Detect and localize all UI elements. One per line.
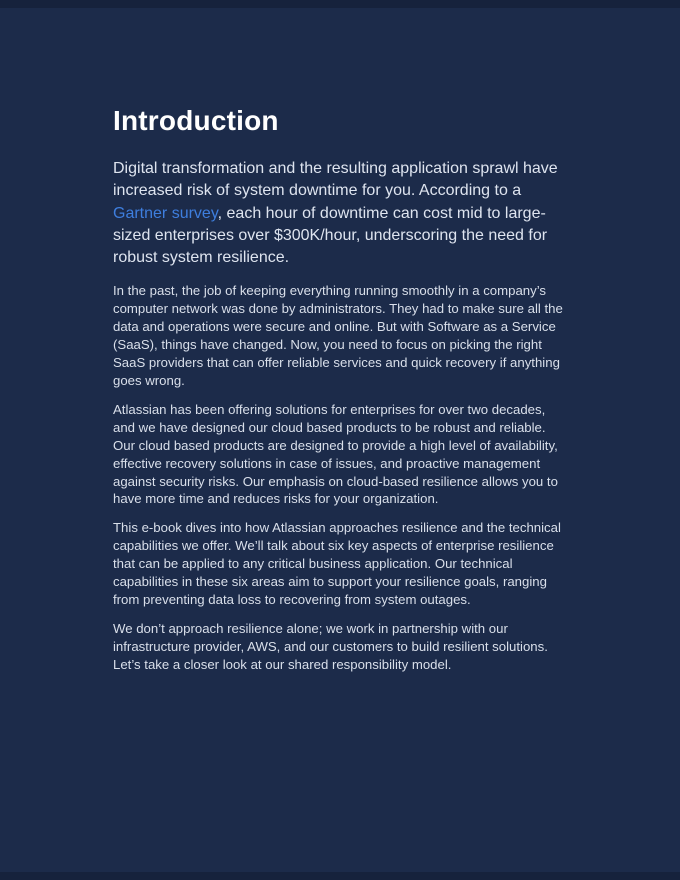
paragraph-atlassian-solutions: Atlassian has been offering solutions for enterprises for over two decades, and we have designed our cloud based products to be robust and reliable. Our cloud based products are designed to provide a high level of availability, effective recovery solutions in case of issues, and proactive management against security risks. Our emphasis on cloud-based resilience allows you to have more time and reduces risks for your organization.: [113, 401, 558, 507]
page-content: [0, 8, 569, 674]
paragraph-ebook-overview: This e-book dives into how Atlassian approaches resilience and the technical capabilities we offer. We’ll talk about six key aspects of enterprise resilience that can be applied to any critical business application. Our technical capabilities in these six areas aim to support your resilience goals, ranging from preventing data loss to recovering from system outages.: [113, 520, 561, 607]
paragraph-past-administrators: In the past, the job of keeping everything running smoothly in a company’s computer network was done by administrators. They had to make sure all the data and operations were secure and online. But with Software as a Service (SaaS), things have changed. Now, you need to focus on picking the right SaaS providers that can offer reliable services and quick recovery if anything goes wrong.: [113, 283, 563, 389]
lead-text-before-link: Digital transformation and the resulting application sprawl have increased risk of system downtime for you. According to a: [113, 160, 558, 200]
lead-paragraph: [113, 158, 569, 269]
gartner-survey-link[interactable]: Gartner survey: [113, 204, 218, 222]
paragraph-shared-responsibility: We don’t approach resilience alone; we work in partnership with our infrastructure provider, AWS, and our customers to build resilient solutions. Let’s take a closer look at our shared responsibility model.: [113, 620, 548, 672]
page-title: Introduction: [113, 105, 279, 136]
ebook-page: [0, 8, 680, 872]
lead-text-after-link: , each hour of downtime can cost mid to large-sized enterprises over $300K/hour, underscoring the need for robust system resilience.: [113, 204, 548, 267]
